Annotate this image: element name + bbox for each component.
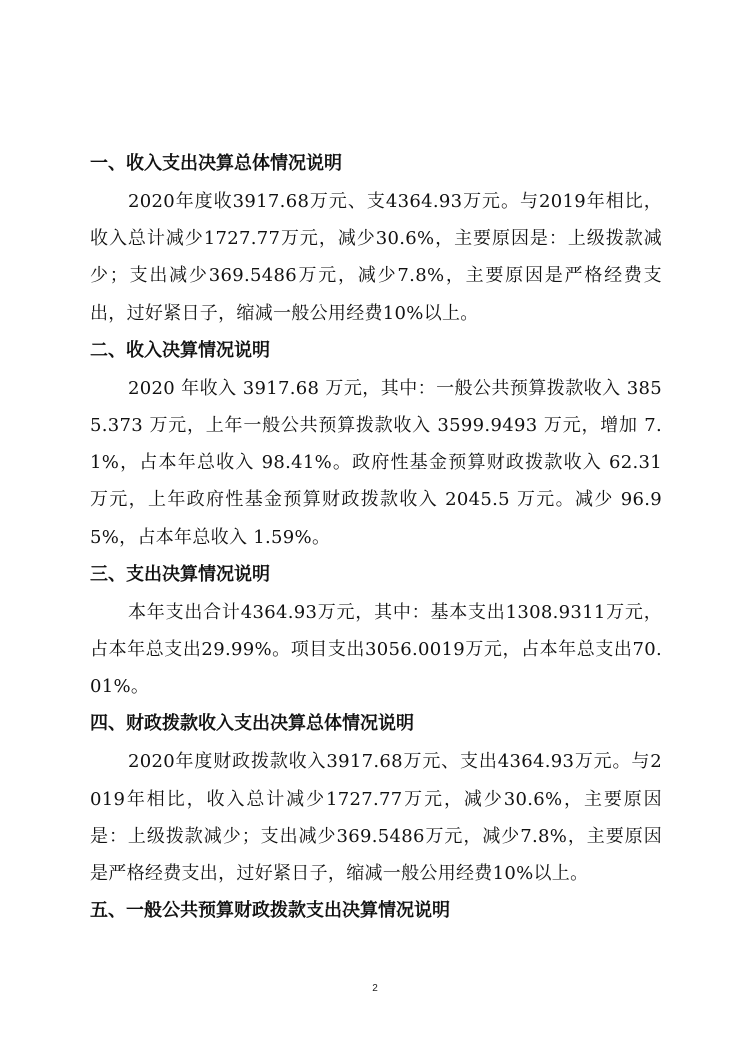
section-heading-1: 一、收入支出决算总体情况说明 — [90, 153, 342, 174]
section-paragraph-3: 本年支出合计4364.93万元，其中：基本支出1308.9311万元，占本年总支出29.99%。项目支出3056.0019万元，占本年总支出70.01%。 — [90, 601, 662, 698]
section-paragraph-4: 2020年度财政拨款收入3917.68万元、支出4364.93万元。与2019年相比，收入总计减少1727.77万元，减少30.6%，主要原因是：上级拨款减少；支出减少369.5486万元，减少7.8%，主要原因是严格经费支出，过好紧日子，缩减一般公用经费10%以上。 — [90, 751, 662, 885]
section-paragraph-2: 2020 年收入 3917.68 万元，其中：一般公共预算拨款收入 3855.373 万元，上年一般公共预算拨款收入 3599.9493 万元，增加 7.1%，占本年总收入 98.41%。政府性基金预算财政拨款收入 62.31 万元，上年政府性基金预算财政拨款收入 2045.5 万元。减少 96.95%，占本年总收入 1.59%。 — [90, 377, 662, 548]
section-paragraph-1: 2020年度收3917.68万元、支4364.93万元。与2019年相比，收入总计减少1727.77万元，减少30.6%，主要原因是：上级拨款减少；支出减少369.5486万元，减少7.8%，主要原因是严格经费支出，过好紧日子，缩减一般公用经费10%以上。 — [90, 191, 662, 324]
section-heading-5: 五、一般公共预算财政拨款支出决算情况说明 — [90, 900, 450, 922]
section-heading-3: 三、支出决算情况说明 — [90, 563, 270, 585]
page-number: 2 — [372, 983, 378, 994]
section-heading-4: 四、财政拨款收入支出决算总体情况说明 — [90, 713, 414, 735]
document-body — [90, 145, 662, 930]
section-heading-2: 二、收入决算情况说明 — [90, 339, 270, 361]
